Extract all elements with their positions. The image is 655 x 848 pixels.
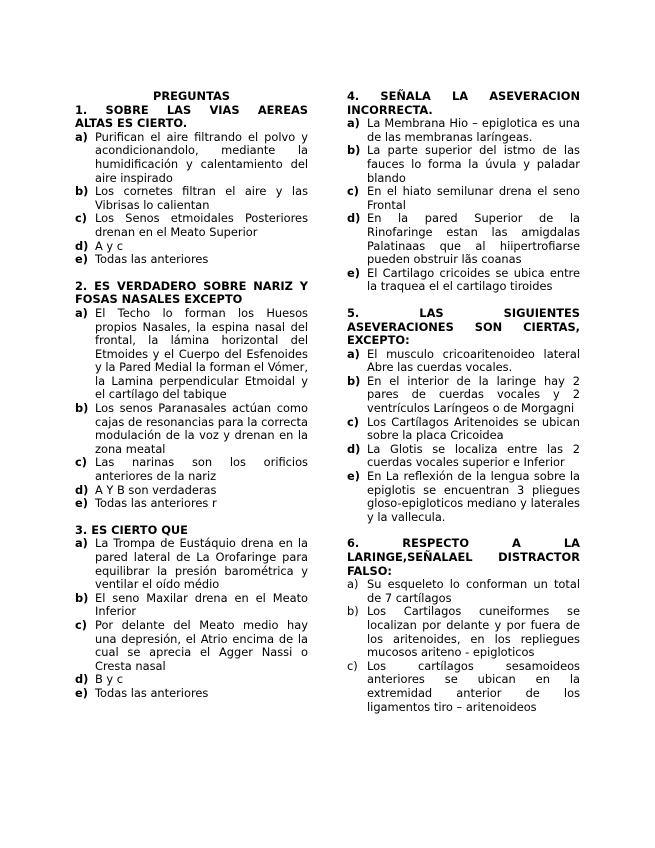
question-1-heading: 1. SOBRE LAS VIAS AEREAS: [75, 102, 308, 117]
option-label: b): [347, 604, 359, 619]
option-text: Los Cartilagos cuneiformes se localizan por delante y por fuera de los aritenoides, en los repliegues mucosos ariteno - epigloticos: [367, 604, 580, 660]
option-label: b): [347, 143, 361, 158]
question-6-heading: FALSO:: [347, 563, 392, 578]
question-1: [75, 104, 308, 267]
option-item: [75, 253, 308, 267]
question-2-heading: 2. ES VERDADERO SOBRE NARIZ Y: [75, 278, 308, 293]
option-text: Las narinas son los orificios anteriores de la nariz: [95, 455, 308, 484]
option-item: [347, 144, 580, 185]
spacer: [75, 511, 308, 524]
option-label: a): [75, 129, 88, 144]
option-item: [75, 687, 308, 701]
option-item: [75, 673, 308, 687]
question-5-heading: 5. LAS SIGUIENTES: [347, 305, 580, 320]
question-5-heading: ASEVERACIONES SON CIERTAS,: [347, 319, 580, 334]
option-text: Todas las anteriores: [95, 685, 209, 700]
spacer: [75, 267, 308, 280]
option-label: c): [347, 184, 359, 199]
option-label: c): [347, 414, 359, 429]
option-text: B y c: [95, 672, 124, 687]
right-column: [347, 90, 580, 714]
option-text: La Membrana Hio – epiglotica es una de las membranas laríngeas.: [367, 116, 580, 144]
option-item: [347, 375, 580, 416]
option-text: Todas las anteriores r: [95, 496, 217, 511]
question-2: [75, 280, 308, 511]
option-label: e): [347, 265, 360, 280]
option-item: [75, 484, 308, 498]
option-text: En La reflexión de la lengua sobre la epiglotis se encuentran 3 pliegues gloso-epigloticos mediano y laterales y la vallecula.: [367, 469, 580, 524]
option-text: En el hiato semilunar drena el seno Frontal: [367, 184, 580, 212]
question-5-heading: EXCEPTO:: [347, 333, 410, 348]
option-label: a): [347, 116, 360, 131]
option-text: Los cartílagos sesamoideos anteriores se ubican en la extremidad anterior de los ligamentos tiro – aritenoideos: [367, 658, 580, 714]
option-text: Su esqueleto lo conforman un total de 7 cartílagos: [367, 577, 580, 605]
option-item: [75, 497, 308, 511]
option-item: [347, 212, 580, 266]
option-item: [75, 537, 308, 591]
question-4-heading: INCORRECTA.: [347, 102, 433, 117]
option-text: Purifican el aire filtrando el polvo y acondicionandolo, mediante la humidificación y calentamiento del aire inspirado: [95, 129, 308, 185]
option-label: b): [75, 184, 89, 199]
option-text: La Trompa de Eustáquio drena en la pared lateral de La Orofaringe para equilibrar la presión barométrica y ventilar el oído médio: [95, 536, 308, 592]
option-label: c): [347, 658, 358, 673]
spacer: [347, 294, 580, 307]
option-text: Los Cartílagos Aritenoides se ubican sobre la placa Cricoidea: [367, 414, 580, 443]
option-text: En el interior de la laringe hay 2 pares de cuerdas vocales y 2 ventrículos Laríngeos o de Morgagni: [367, 373, 580, 416]
option-label: e): [75, 252, 88, 267]
question-6: [347, 537, 580, 714]
option-text: Por delante del Meato medio hay una depresión, el Atrio encima de la cual se aprecia el Agger Nassi o Cresta nasal: [95, 617, 308, 673]
question-3-heading: 3. ES CIERTO QUE: [75, 522, 188, 537]
option-label: d): [347, 441, 361, 456]
option-item: [347, 443, 580, 470]
option-text: Los senos Paranasales actúan como cajas de resonancias para la correcta modulación de la voz y drenan en la zona meatal: [95, 401, 308, 456]
option-item: [75, 456, 308, 483]
question-6-heading: LARINGE,SEÑALAEL DISTRACTOR: [347, 550, 580, 564]
question-5: [347, 307, 580, 525]
option-text: Los cornetes filtran el aire y las Vibrisas lo calientan: [95, 184, 308, 212]
option-label: b): [347, 373, 361, 388]
option-item: [347, 117, 580, 144]
option-item: [347, 185, 580, 212]
option-label: c): [75, 617, 87, 632]
option-label: e): [347, 469, 360, 484]
option-item: [75, 307, 308, 402]
option-label: d): [75, 238, 89, 253]
option-text: El musculo cricoaritenoideo lateral Abre las cuerdas vocales.: [367, 346, 580, 375]
option-label: a): [347, 577, 359, 592]
question-1-heading: ALTAS ES CIERTO.: [75, 116, 188, 131]
option-label: a): [75, 536, 88, 551]
option-text: Los Senos etmoidales Posteriores drenan en el Meato Superior: [95, 211, 308, 239]
option-text: Todas las anteriores: [95, 252, 209, 267]
option-item: [75, 402, 308, 456]
option-label: d): [75, 672, 89, 687]
option-item: [347, 267, 580, 294]
option-item: [75, 131, 308, 185]
option-label: c): [75, 455, 87, 470]
option-text: La Glotis se localiza entre las 2 cuerdas vocales superior e Inferior: [367, 441, 580, 470]
option-label: c): [75, 211, 87, 226]
option-item: [347, 348, 580, 375]
option-item: [347, 416, 580, 443]
option-label: e): [75, 685, 88, 700]
question-6-heading: 6. RESPECTO A LA: [347, 536, 580, 551]
question-3: [75, 524, 308, 701]
option-label: e): [75, 496, 88, 511]
option-item: [75, 240, 308, 254]
option-item: [347, 578, 580, 605]
option-label: b): [75, 401, 89, 416]
option-text: La parte superior del istmo de las fauces lo forma la úvula y paladar blando: [367, 143, 580, 185]
page-title: PREGUNTAS: [153, 89, 230, 103]
option-item: [75, 619, 308, 673]
option-text: El seno Maxilar drena en el Meato Inferior: [95, 590, 308, 619]
option-text: En la pared Superior de la Rinofaringe estan las amigdalas Palatinaas que al hiipertrofiarse pueden obstruir lãs coanas: [367, 211, 580, 267]
option-item: [347, 660, 580, 714]
option-item: [347, 470, 580, 524]
question-2-heading: FOSAS NASALES EXCEPTO: [75, 292, 243, 307]
option-label: b): [75, 590, 89, 605]
question-4: [347, 90, 580, 294]
option-text: A y c: [95, 238, 124, 253]
left-column: [75, 90, 308, 701]
option-label: a): [75, 305, 88, 320]
option-item: [347, 605, 580, 659]
option-label: d): [75, 482, 89, 497]
option-label: d): [347, 211, 361, 226]
option-item: [75, 212, 308, 239]
option-item: [75, 185, 308, 212]
option-text: A Y B son verdaderas: [95, 482, 217, 497]
option-text: El Techo lo forman los Huesos propios Nasales, la espina nasal del frontal, la lámina horizontal del Etmoides y el Cuerpo del Esfenoides y la Pared Medial la forman el Vómer, la Lamina perpendicular Etmoidal y el cartílago del tabique: [95, 305, 308, 402]
question-4-heading: 4. SEÑALA LA ASEVERACION: [347, 89, 580, 103]
option-item: [75, 592, 308, 619]
option-text: El Cartilago cricoides se ubica entre la traquea el el cartilago tiroides: [367, 265, 580, 294]
option-label: a): [347, 346, 360, 361]
